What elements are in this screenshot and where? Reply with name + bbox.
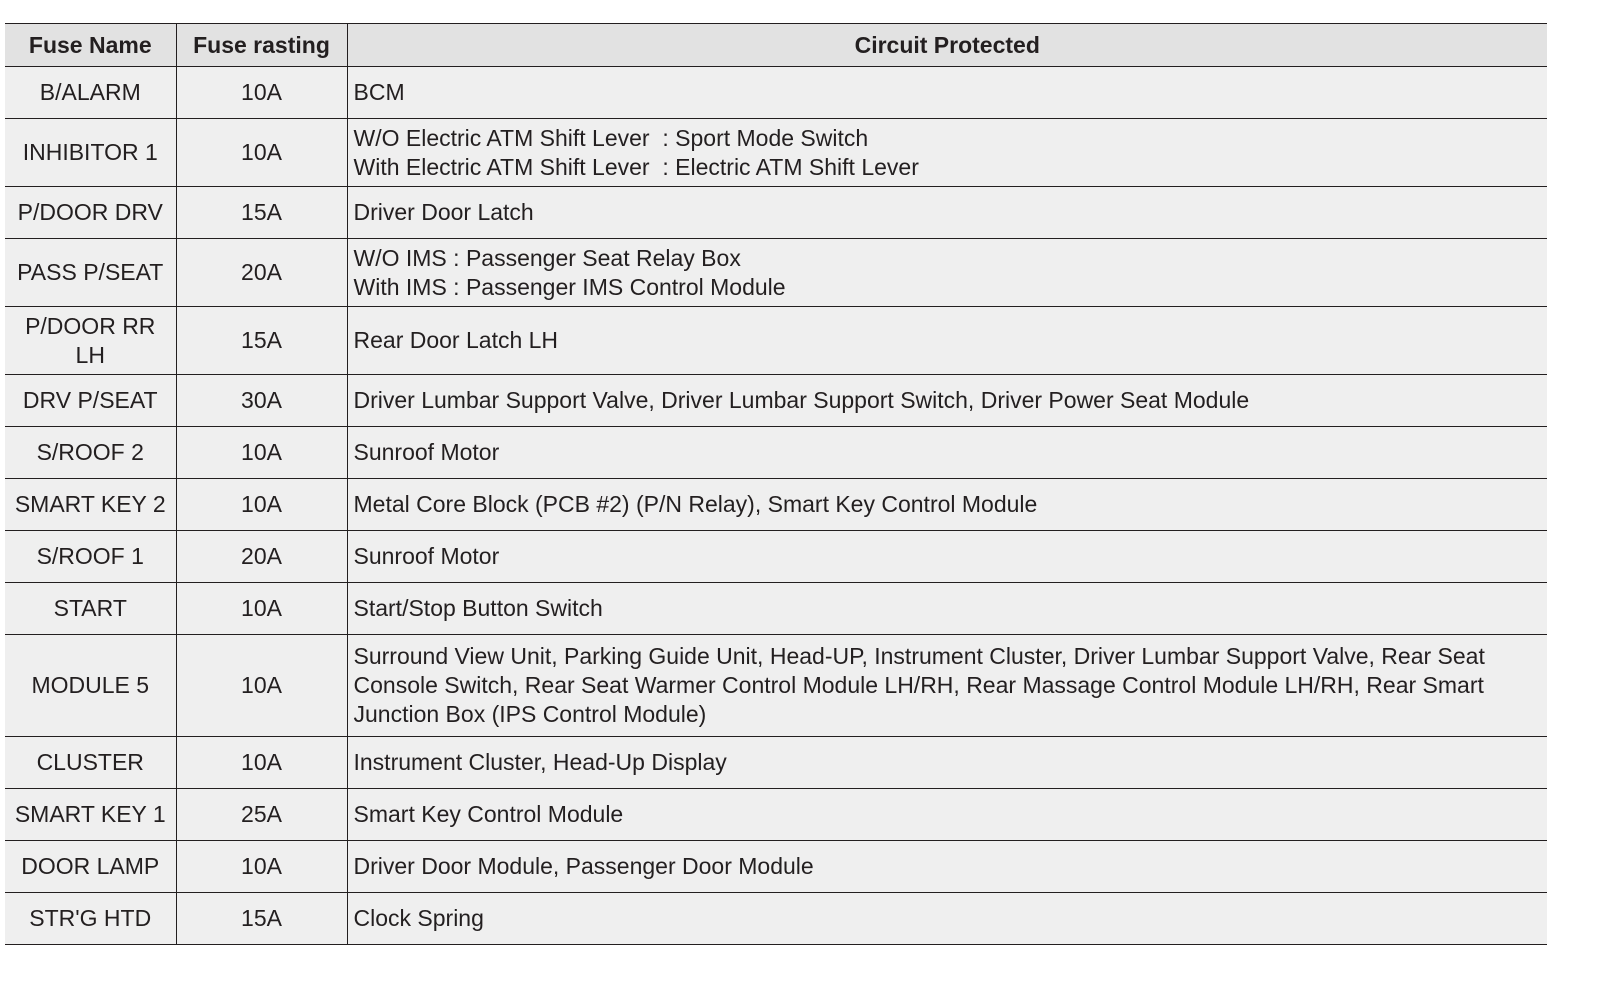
circuit-line: Console Switch, Rear Seat Warmer Control Module LH/RH, Rear Massage Control Module LH/RH, Rear Smart (353, 672, 1484, 698)
fuse-name-cell: S/ROOF 1 (5, 531, 176, 583)
circuit-line: Instrument Cluster, Head-Up Display (353, 749, 727, 775)
circuit-line: Sunroof Motor (353, 439, 500, 465)
table-row (5, 479, 1547, 531)
circuit-protected-cell (347, 841, 1547, 893)
header-fuse-name: Fuse Name (5, 24, 176, 67)
circuit-line: Driver Door Latch (353, 199, 534, 225)
table-row (5, 893, 1547, 945)
fuse-rating-cell: 10A (176, 841, 347, 893)
fuse-rating-cell: 10A (176, 635, 347, 737)
fuse-rating-cell: 10A (176, 67, 347, 119)
table-row (5, 789, 1547, 841)
table-body (5, 67, 1547, 945)
fuse-name-cell: MODULE 5 (5, 635, 176, 737)
circuit-line: W/O IMS : Passenger Seat Relay Box (353, 244, 741, 271)
fuse-rating-cell: 15A (176, 893, 347, 945)
fuse-rating-cell: 15A (176, 187, 347, 239)
table-row (5, 67, 1547, 119)
table-row (5, 635, 1547, 737)
fuse-rating-cell: 10A (176, 479, 347, 531)
fuse-name-cell: P/DOOR RR LH (5, 307, 176, 375)
circuit-protected-cell (347, 427, 1547, 479)
circuit-line: Junction Box (IPS Control Module) (353, 701, 707, 727)
circuit-protected-cell (347, 635, 1547, 737)
circuit-protected-cell (347, 239, 1547, 307)
circuit-line: Sunroof Motor (353, 543, 500, 569)
fuse-name-cell: P/DOOR DRV (5, 187, 176, 239)
circuit-line: BCM (353, 79, 405, 105)
circuit-line: W/O Electric ATM Shift Lever : Sport Mode Switch (353, 124, 869, 151)
fuse-rating-cell: 20A (176, 531, 347, 583)
table-row (5, 583, 1547, 635)
fuse-rating-cell: 10A (176, 427, 347, 479)
header-fuse-rating: Fuse rasting (176, 24, 347, 67)
fuse-name-cell: START (5, 583, 176, 635)
circuit-protected-cell (347, 789, 1547, 841)
table-row (5, 307, 1547, 375)
header-circuit-protected: Circuit Protected (347, 24, 1547, 67)
circuit-protected-cell (347, 479, 1547, 531)
fuse-name-cell: DRV P/SEAT (5, 375, 176, 427)
circuit-line: Metal Core Block (PCB #2) (P/N Relay), Smart Key Control Module (353, 491, 1038, 517)
fuse-table-container (5, 23, 1547, 945)
fuse-name-cell: DOOR LAMP (5, 841, 176, 893)
fuse-name-cell: SMART KEY 2 (5, 479, 176, 531)
circuit-line: With Electric ATM Shift Lever : Electric ATM Shift Lever (353, 153, 919, 180)
circuit-line: Driver Door Module, Passenger Door Module (353, 853, 814, 879)
fuse-name-cell: S/ROOF 2 (5, 427, 176, 479)
fuse-rating-cell: 25A (176, 789, 347, 841)
circuit-protected-cell (347, 893, 1547, 945)
fuse-table (5, 23, 1547, 945)
fuse-rating-cell: 10A (176, 119, 347, 187)
circuit-protected-cell (347, 583, 1547, 635)
table-row (5, 737, 1547, 789)
fuse-rating-cell: 30A (176, 375, 347, 427)
fuse-name-cell: CLUSTER (5, 737, 176, 789)
table-row (5, 427, 1547, 479)
circuit-protected-cell (347, 119, 1547, 187)
circuit-protected-cell (347, 375, 1547, 427)
circuit-protected-cell (347, 531, 1547, 583)
table-row (5, 531, 1547, 583)
table-row (5, 841, 1547, 893)
table-row (5, 119, 1547, 187)
circuit-protected-cell (347, 187, 1547, 239)
fuse-name-cell: SMART KEY 1 (5, 789, 176, 841)
circuit-line: Driver Lumbar Support Valve, Driver Lumbar Support Switch, Driver Power Seat Module (353, 387, 1250, 413)
table-row (5, 239, 1547, 307)
circuit-line: Rear Door Latch LH (353, 327, 559, 353)
fuse-rating-cell: 10A (176, 737, 347, 789)
circuit-protected-cell (347, 307, 1547, 375)
circuit-line: Clock Spring (353, 905, 484, 931)
circuit-line: Start/Stop Button Switch (353, 595, 603, 621)
fuse-rating-cell: 20A (176, 239, 347, 307)
circuit-line: Smart Key Control Module (353, 801, 624, 827)
fuse-rating-cell: 15A (176, 307, 347, 375)
table-header-row (5, 24, 1547, 67)
fuse-name-cell: PASS P/SEAT (5, 239, 176, 307)
table-row (5, 187, 1547, 239)
fuse-name-cell: INHIBITOR 1 (5, 119, 176, 187)
table-row (5, 375, 1547, 427)
circuit-protected-cell (347, 67, 1547, 119)
circuit-line: With IMS : Passenger IMS Control Module (353, 273, 786, 300)
circuit-protected-cell (347, 737, 1547, 789)
circuit-line: Surround View Unit, Parking Guide Unit, Head-UP, Instrument Cluster, Driver Lumbar Support Valve, Rear Seat (353, 643, 1485, 669)
fuse-name-cell: B/ALARM (5, 67, 176, 119)
fuse-rating-cell: 10A (176, 583, 347, 635)
fuse-name-cell: STR'G HTD (5, 893, 176, 945)
